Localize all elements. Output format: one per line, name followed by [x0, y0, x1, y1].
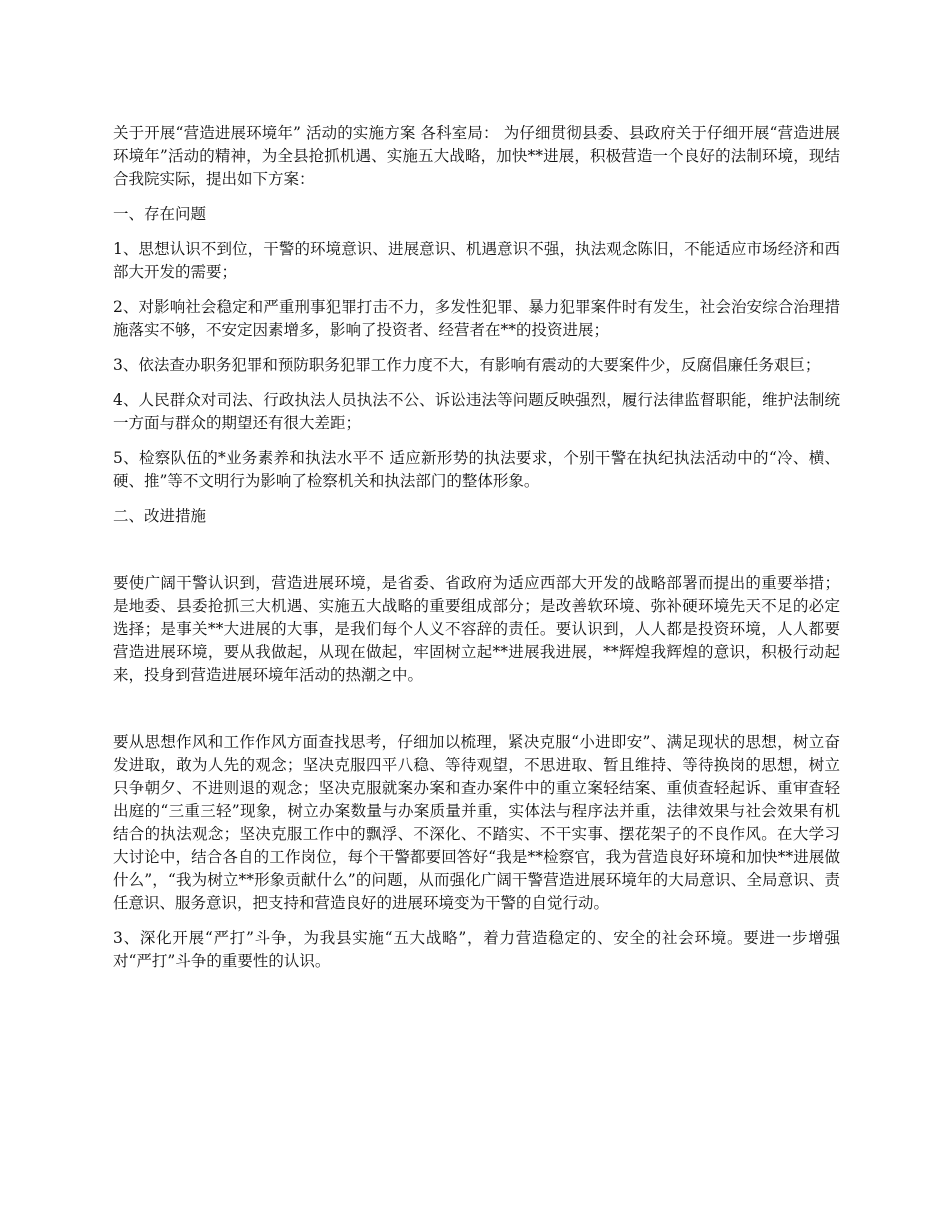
measure-paragraph-awareness: 要使广阔干警认识到，营造进展环境，是省委、省政府为适应西部大开发的战略部署而提出的重要举措；是地委、县委抢抓三大机遇、实施五大战略的重要组成部分；是改善软环境、弥补硬环境先天不足的必定选择；是事关**大进展的大事，是我们每个人义不容辞的责任。要认识到，人人都是投资环境，人人都要营造进展环境，要从我做起，从现在做起，牢固树立起**进展我进展，**辉煌我辉煌的意识，积极行动起来，投身到营造进展环境年活动的热潮之中。 — [113, 574, 840, 684]
measure-paragraph-style: 要从思想作风和工作作风方面查找思考，仔细加以梳理，紧决克服“小进即安”、满足现状的思想，树立奋发进取，敢为人先的观念；坚决克服四平八稳、等待观望，不思进取、暂且维持、等待换岗的思想，树立只争朝夕、不进则退的观念；坚决克服就案办案和查办案件中的重立案轻结案、重侦查轻起诉、重审查轻出庭的“三重三轻”现象，树立办案数量与办案质量并重，实体法与程序法并重，法律效果与社会效果有机结合的执法观念；坚决克服工作中的飘浮、不深化、不踏实、不干实事、摆花架子的不良作风。在大学习大讨论中，结合各自的工作岗位，每个干警都要回答好“我是**检察官，我为营造良好环境和加快**进展做什么”，“我为树立**形象贡献什么”的问题，从而强化广阔干警营造进展环境年的大局意识、全局意识、责任意识、服务意识，把支持和营造良好的进展环境变为干警的自觉行动。 — [113, 733, 840, 912]
section-heading-measures: 二、改进措施 — [113, 507, 207, 525]
problem-item-5: 5、检察队伍的*业务素养和执法水平不 适应新形势的执法要求，个别干警在执纪执法活动中的“冷、横、硬、推”等不文明行为影响了检察机关和执法部门的整体形象。 — [113, 449, 840, 490]
problem-item-3: 3、依法查办职务犯罪和预防职务犯罪工作力度不大，有影响有震动的大要案件少，反腐倡廉任务艰巨； — [113, 356, 821, 374]
intro-paragraph: 关于开展“营造进展环境年” 活动的实施方案 各科室局： 为仔细贯彻县委、县政府关于仔细开展“营造进展环境年”活动的精神，为全县抢抓机遇、实施五大战略，加快**进展，积极营造一个良好的法制环境，现结合我院实际，提出如下方案： — [113, 124, 840, 188]
document-page — [113, 122, 840, 985]
measure-paragraph-3: 3、深化开展“严打”斗争，为我县实施“五大战略”，着力营造稳定的、安全的社会环境。要进一步增强对“严打”斗争的重要性的认识。 — [113, 929, 840, 970]
problem-item-2: 2、对影响社会稳定和严重刑事犯罪打击不力，多发性犯罪、暴力犯罪案件时有发生，社会治安综合治理措施落实不够，不安定因素增多，影响了投资者、经营者在**的投资进展； — [113, 298, 840, 339]
problem-item-4: 4、人民群众对司法、行政执法人员执法不公、诉讼违法等问题反映强烈，履行法律监督职能，维护法制统一方面与群众的期望还有很大差距； — [113, 391, 840, 432]
problem-item-1: 1、思想认识不到位，干警的环境意识、进展意识、机遇意识不强，执法观念陈旧，不能适应市场经济和西部大开发的需要； — [113, 240, 840, 281]
section-heading-problems: 一、存在问题 — [113, 205, 207, 223]
